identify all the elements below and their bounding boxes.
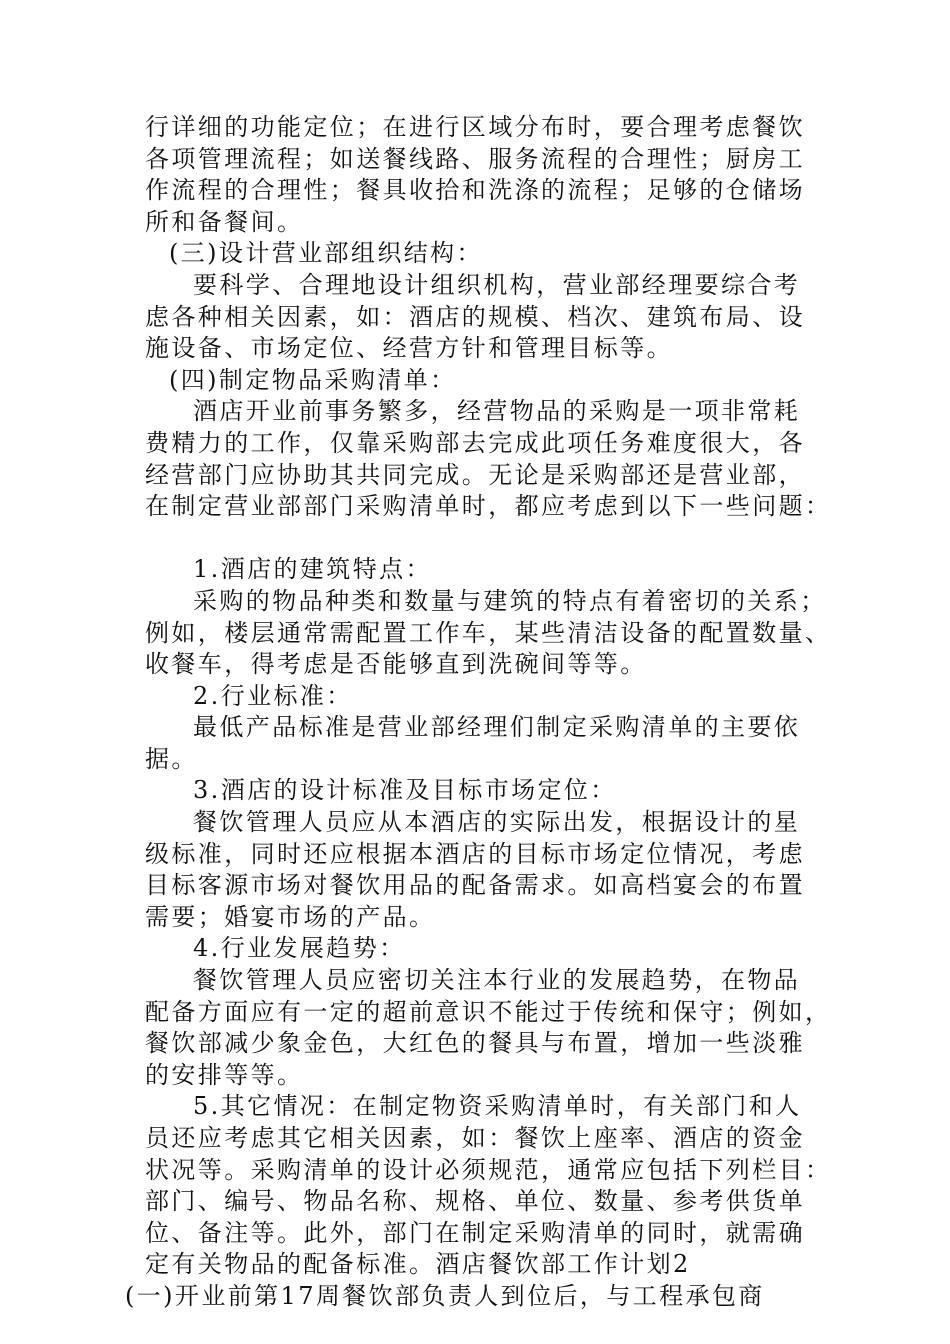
body-line: 费精力的工作，仅靠采购部去完成此项任务难度很大，各 [145, 428, 805, 457]
body-line: 在制定营业部部门采购清单时，都应考虑到以下一些问题： [145, 492, 832, 521]
body-line: 定有关物品的配备标准。酒店餐饮部工作计划2 [145, 1250, 691, 1279]
body-line: 员还应考虑其它相关因素，如：餐饮上座率、酒店的资金 [145, 1124, 805, 1152]
body-line: 例如，楼层通常需配置工作车，某些清洁设备的配置数量、 [145, 618, 832, 647]
body-line: 位、备注等。此外，部门在制定采购清单的同时，就需确 [145, 1218, 805, 1247]
body-line: 配备方面应有一定的超前意识不能过于传统和保守；例如， [145, 997, 832, 1026]
body-line: 部门、编号、物品名称、规格、单位、数量、参考供货单 [145, 1187, 805, 1216]
body-line: 最低产品标准是营业部经理们制定采购清单的主要依 [193, 713, 801, 742]
body-line: 施设备、市场定位、经营方针和管理目标等。 [145, 334, 673, 363]
body-line: 的安排等等。 [145, 1060, 304, 1089]
body-line: 所和备餐间。 [145, 207, 304, 236]
body-line: 各项管理流程；如送餐线路、服务流程的合理性；厨房工 [145, 144, 805, 173]
list-heading-2: 2.行业标准： [193, 681, 353, 710]
body-line: 酒店开业前事务繁多，经营物品的采购是一项非常耗 [193, 397, 801, 426]
body-line: 行详细的功能定位；在进行区域分布时，要合理考虑餐饮 [145, 113, 805, 141]
body-line: 作流程的合理性；餐具收拾和洗涤的流程；足够的仓储场 [145, 176, 805, 205]
body-line: 级标准，同时还应根据本酒店的目标市场定位情况，考虑 [145, 839, 805, 868]
body-line: 虑各种相关因素，如：酒店的规模、档次、建筑布局、设 [145, 302, 805, 331]
document-body [125, 112, 832, 1313]
list-heading-3: 3.酒店的设计标准及目标市场定位： [193, 776, 617, 805]
body-line: 据。 [145, 744, 198, 773]
list-heading-4: 4.行业发展趋势： [193, 934, 406, 963]
body-line: 采购的物品种类和数量与建筑的特点有着密切的关系； [193, 586, 827, 615]
body-line: 餐饮管理人员应从本酒店的实际出发，根据设计的星 [193, 808, 801, 837]
body-line: 要科学、合理地设计组织机构，营业部经理要综合考 [193, 270, 801, 299]
body-line: 经营部门应协助其共同完成。无论是采购部还是营业部， [145, 460, 805, 489]
section-heading-1: (一)开业前第17周餐饮部负责人到位后，与工程承包商 [125, 1281, 765, 1310]
section-heading-3: (三)设计营业部组织结构： [169, 239, 483, 268]
body-line: 餐饮管理人员应密切关注本行业的发展趋势，在物品 [193, 966, 801, 995]
body-line: 需要；婚宴市场的产品。 [145, 902, 436, 931]
list-heading-1: 1.酒店的建筑特点： [193, 555, 432, 584]
paragraph-gap [145, 523, 825, 555]
body-line: 状况等。采购清单的设计必须规范，通常应包括下列栏目： [145, 1155, 832, 1184]
list-heading-5: 5.其它情况：在制定物资采购清单时，有关部门和人 [193, 1092, 802, 1121]
body-line: 餐饮部减少象金色，大红色的餐具与布置，增加一些淡雅 [145, 1029, 805, 1058]
body-line: 目标客源市场对餐饮用品的配备需求。如高档宴会的布置 [145, 871, 805, 900]
section-heading-4: (四)制定物品采购清单： [169, 365, 457, 394]
body-line: 收餐车，得考虑是否能够直到洗碗间等等。 [145, 650, 647, 679]
